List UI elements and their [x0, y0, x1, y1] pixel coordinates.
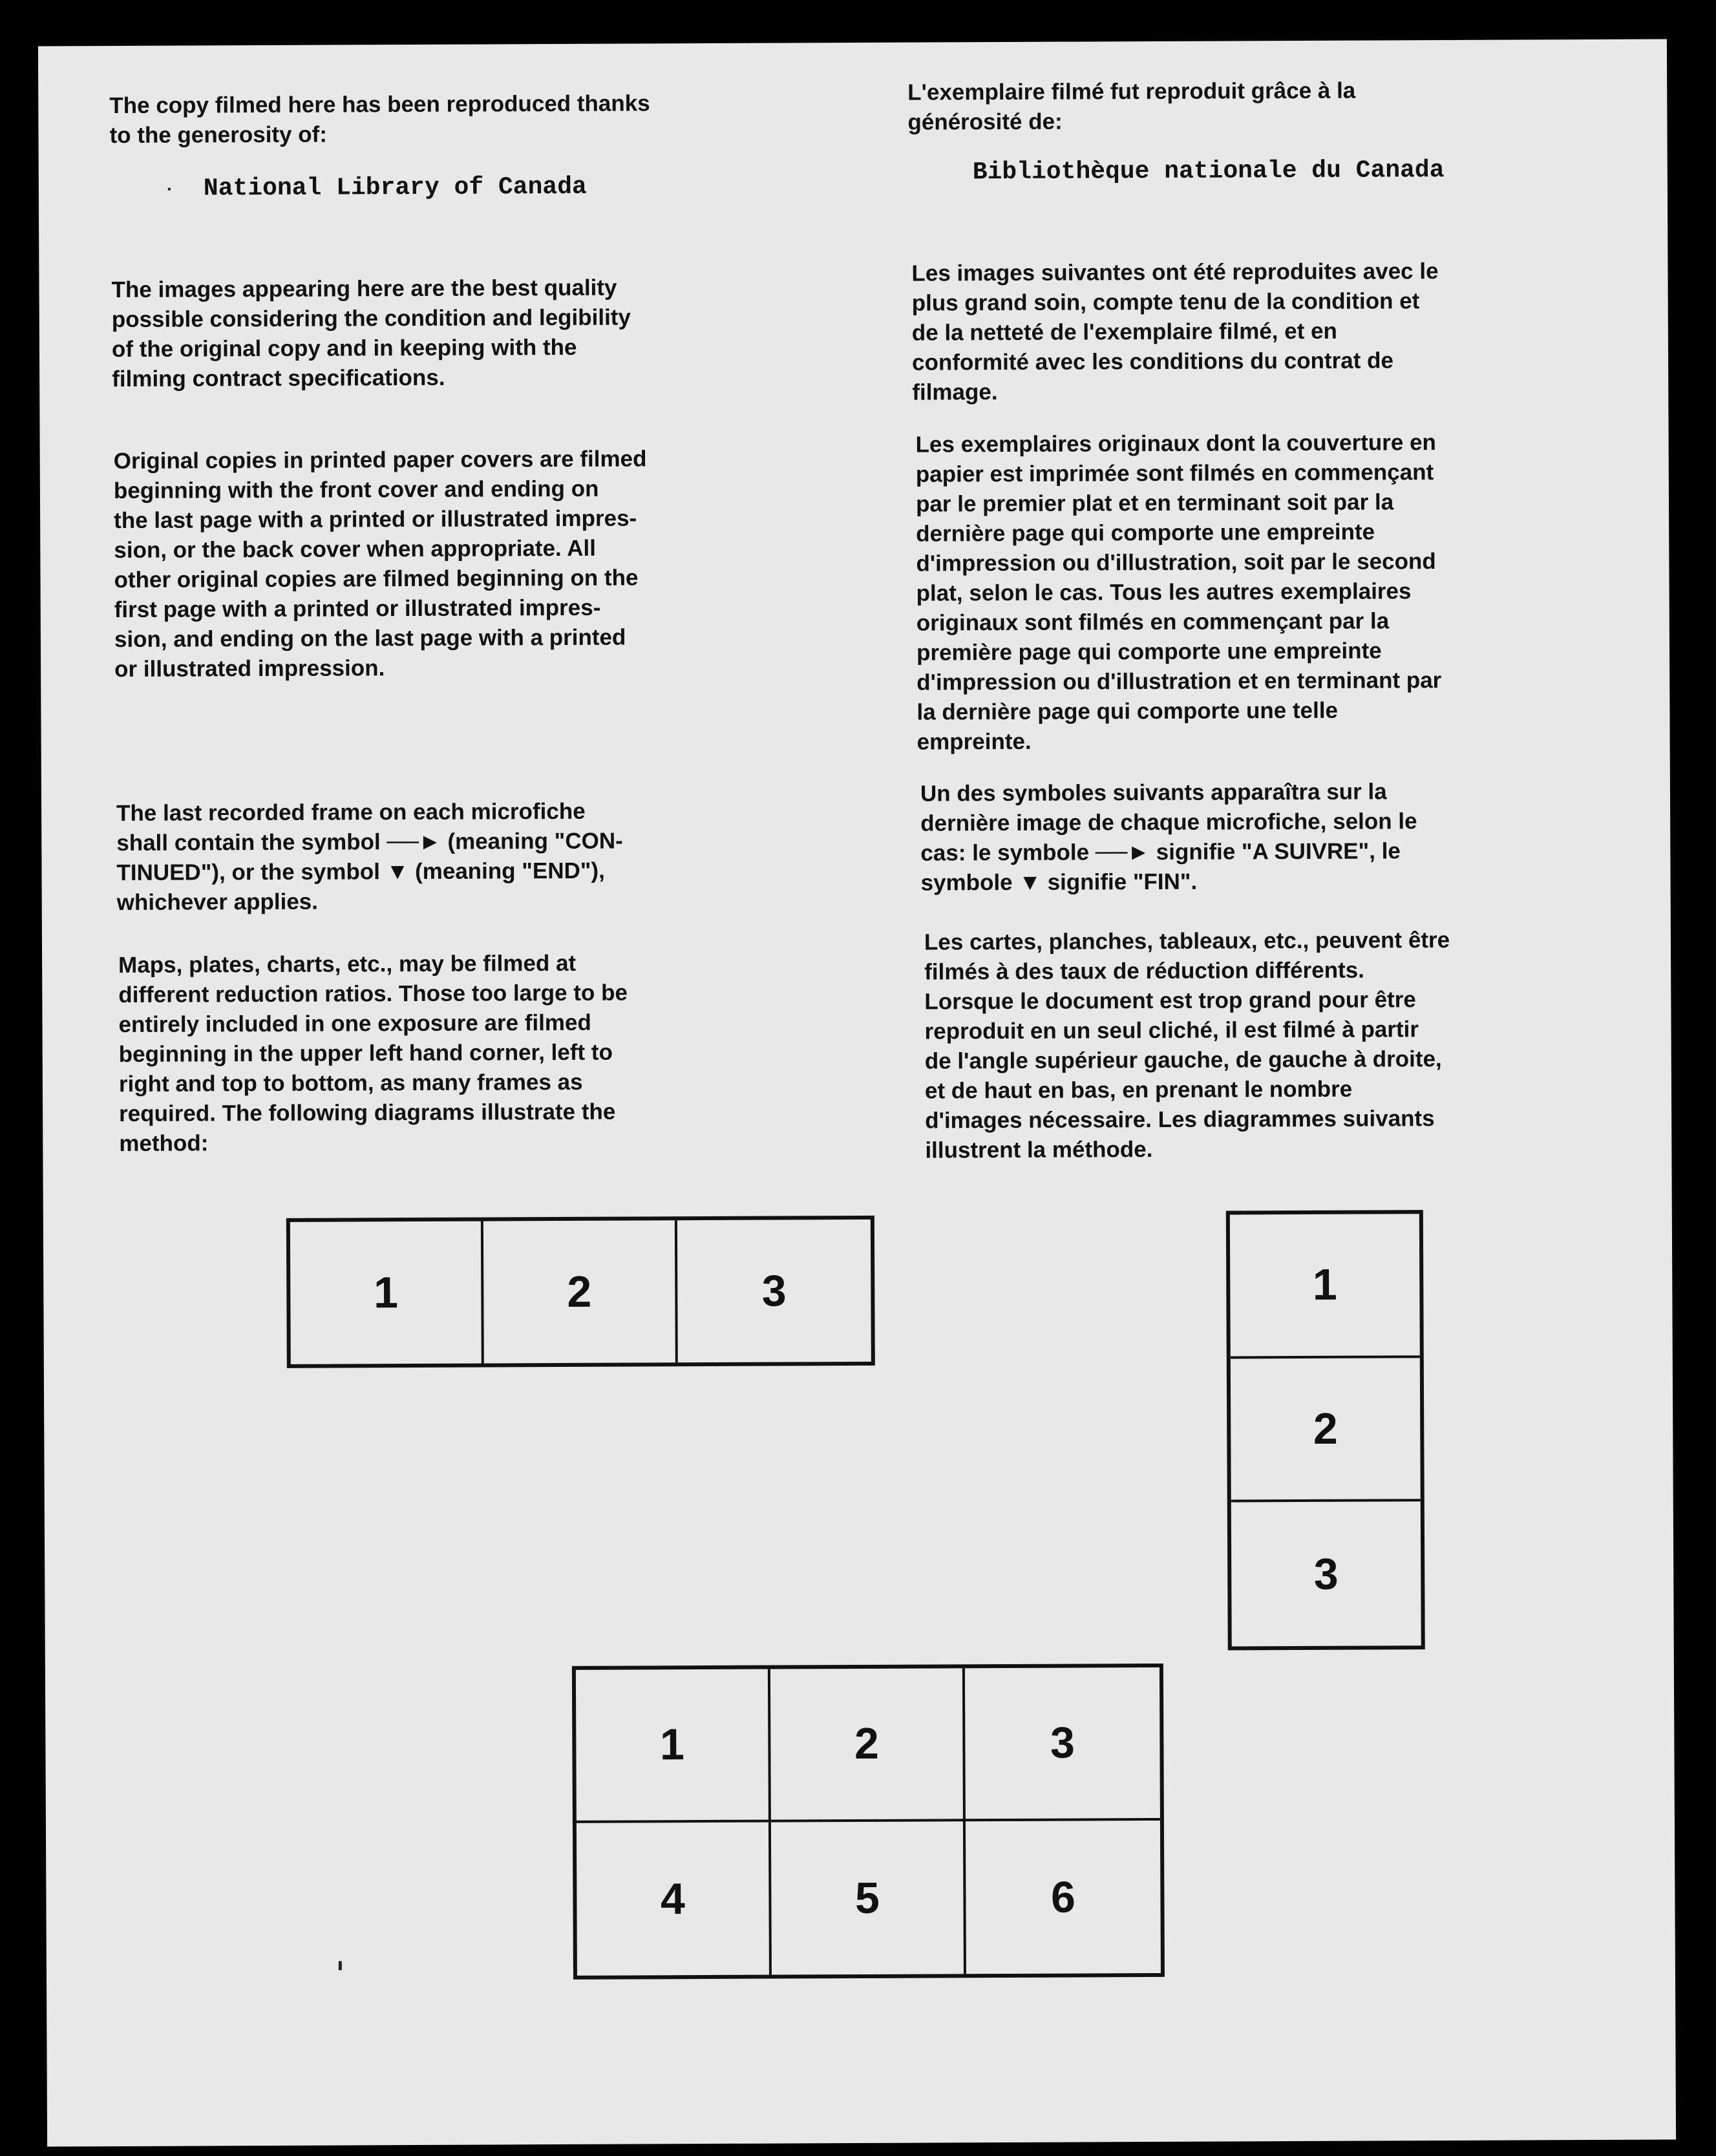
diagram-horizontal-frames — [286, 1216, 875, 1368]
frame-cell: 3 — [965, 1667, 1160, 1821]
right-intro: L'exemplaire filmé fut reproduit grâce à la générosité de: — [907, 78, 1356, 135]
right-maps-paragraph: Les cartes, planches, tableaux, etc., peuvent être filmés à des taux de réduction différents. Lorsque le document est trop grand pour être reproduit en un seul cliché, il est filmé à partir de l'angle supérieur gauche, de gauche à droite, et de haut en bas, en prenant le nombre d'images nécessaire. Les diagrammes suivants illustrent la méthode. — [924, 927, 1450, 1163]
right-frame-symbol-paragraph: Un des symboles suivants apparaîtra sur la dernière image de chaque microfiche, selon le cas: le symbole ──► signifie "A SUIVRE", le symbole ▼ signifie "FIN". — [920, 779, 1417, 896]
frame-cell: 2 — [1231, 1358, 1421, 1503]
left-intro: The copy filmed here has been reproduced thanks to the generosity of: — [109, 90, 650, 149]
left-covers-paragraph: Original copies in printed paper covers are filmed beginning with the front cover and ending on the last page with a printed or illustrated impres- sion, or the back cover when appropriate. All other original copies are filmed beginning on the first page with a printed or illustrated impres- sion, and ending on the last page with a printed or illustrated impression. — [113, 446, 647, 682]
left-frame-symbol-paragraph: The last recorded frame on each microfiche shall contain the symbol ──► (meaning "CON- TINUED"), or the symbol ▼ (meaning "END"), whichever applies. — [116, 798, 623, 915]
frame-cell: 4 — [577, 1822, 772, 1976]
diagram-vertical-frames — [1226, 1210, 1425, 1650]
frame-cell: 3 — [761, 1266, 787, 1316]
scan-speck — [168, 188, 171, 191]
scan-speck — [339, 1961, 342, 1970]
left-maps-paragraph: Maps, plates, charts, etc., may be filmed at different reduction ratios. Those too large to be entirely included in one exposure are filmed beginning in the upper left hand corner, left to right and top to bottom, as many frames as required. The following diagrams illustrate the method: — [118, 950, 628, 1156]
right-library-name: Bibliothèque nationale du Canada — [972, 156, 1445, 187]
diagram-grid-frames — [572, 1664, 1165, 1980]
frame-cell: 1 — [1230, 1214, 1420, 1358]
frame-cell: 5 — [771, 1821, 966, 1975]
frame-cell: 2 — [770, 1668, 966, 1822]
frame-cell: 6 — [1050, 1872, 1076, 1922]
frame-cell: 2 — [483, 1220, 677, 1363]
frame-cell: 1 — [290, 1221, 484, 1364]
right-covers-paragraph: Les exemplaires originaux dont la couverture en papier est imprimée sont filmés en commençant par le premier plat et en terminant soit par la dernière page qui comporte une empreinte d'impression ou d'illustration, soit par le second plat, selon le cas. Tous les autres exemplaires originaux sont filmés en commençant par la première page qui comporte une empreinte d'impression ou d'illustration et en terminant par la dernière page qui comporte une telle empreinte. — [915, 430, 1442, 755]
right-quality-paragraph: Les images suivantes ont été reproduites avec le plus grand soin, compte tenu de la condition et de la netteté de l'exemplaire filmé, et en conformité avec les conditions du contrat de filmage. — [911, 259, 1439, 405]
filmed-page — [38, 39, 1676, 2147]
frame-cell: 3 — [1313, 1549, 1339, 1599]
left-quality-paragraph: The images appearing here are the best quality possible considering the condition and legibility of the original copy and in keeping with the filming contract specifications. — [111, 275, 631, 392]
frame-cell: 1 — [576, 1669, 771, 1823]
left-library-name: National Library of Canada — [203, 173, 587, 203]
